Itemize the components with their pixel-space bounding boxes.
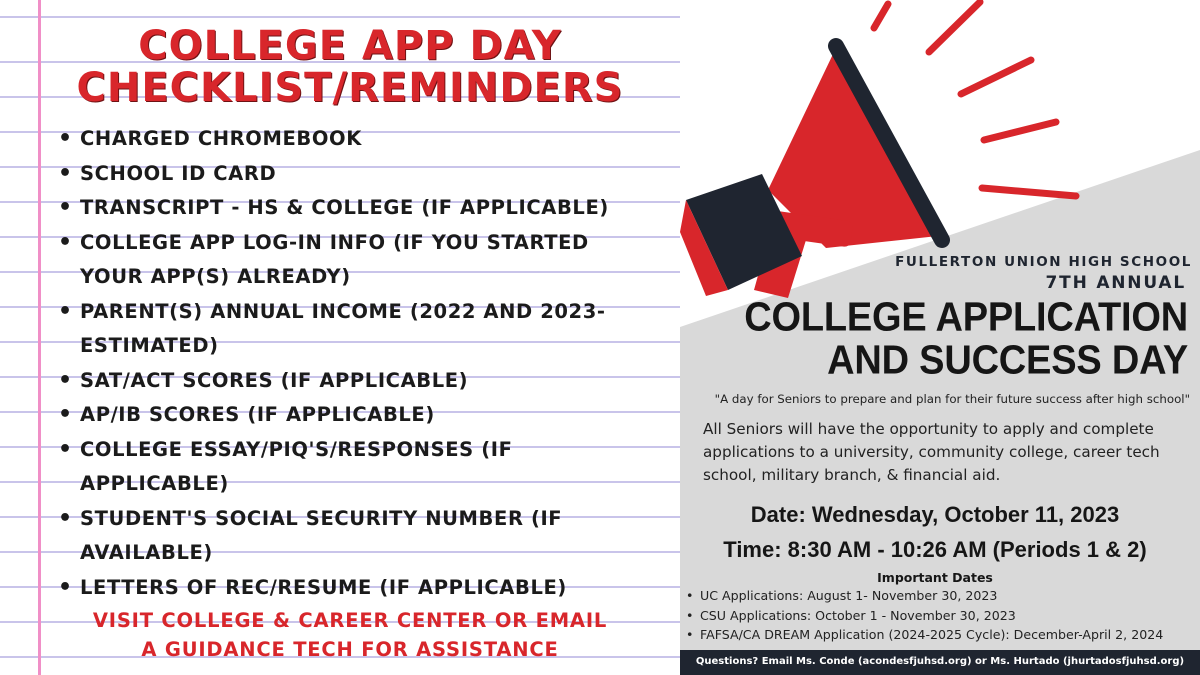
event-description: All Seniors will have the opportunity to apply and complete applications to a university, community college, career tech school, military branch, & financial aid. [703, 420, 1160, 484]
important-date-item: • FAFSA/CA DREAM Application (2024-2025 Cycle): December-April 2, 2024 [686, 625, 1163, 645]
checklist-title-line1: COLLEGE APP DAY [138, 23, 562, 69]
checklist-item: • TRANSCRIPT - HS & COLLEGE (IF APPLICABLE) [58, 191, 658, 226]
checklist-item: • LETTERS OF REC/RESUME (IF APPLICABLE) [58, 571, 658, 606]
checklist-item: • PARENT(S) ANNUAL INCOME (2022 AND 2023- ESTIMATED) [58, 295, 658, 364]
checklist-item: • AP/IB SCORES (IF APPLICABLE) [58, 398, 658, 433]
annual-label: 7TH ANNUAL [1045, 273, 1186, 293]
event-tagline: "A day for Seniors to prepare and plan for their future success after high school" [714, 392, 1190, 406]
event-time: Time: 8:30 AM - 10:26 AM (Periods 1 & 2) [723, 537, 1147, 562]
event-date: Date: Wednesday, October 11, 2023 [750, 502, 1120, 527]
checklist-item: • COLLEGE APP LOG-IN INFO (IF YOU STARTED YOUR APP(S) ALREADY) [58, 226, 658, 295]
important-dates-list [686, 586, 1163, 645]
checklist-title-line2: CHECKLIST/REMINDERS [76, 65, 624, 111]
important-dates-title: Important Dates [877, 570, 993, 585]
event-title-line2: AND SUCCESS DAY [827, 338, 1188, 384]
checklist-item: • CHARGED CHROMEBOOK [58, 122, 658, 157]
checklist-item: • STUDENT'S SOCIAL SECURITY NUMBER (IF AVAILABLE) [58, 502, 658, 571]
event-title-line1: COLLEGE APPLICATION [744, 295, 1188, 341]
checklist-item: • SAT/ACT SCORES (IF APPLICABLE) [58, 364, 658, 399]
important-date-item: • CSU Applications: October 1 - November 30, 2023 [686, 606, 1163, 626]
checklist-item: • SCHOOL ID CARD [58, 157, 658, 192]
school-name: FULLERTON UNION HIGH SCHOOL [895, 254, 1192, 270]
assistance-note-line2: A GUIDANCE TECH FOR ASSISTANCE [141, 638, 559, 661]
important-date-item: • UC Applications: August 1- November 30, 2023 [686, 586, 1163, 606]
contact-bar [680, 650, 1200, 675]
contact-text: Questions? Email Ms. Conde (acondesfjuhsd.org) or Ms. Hurtado (jhurtadosfjuhsd.org) [695, 656, 1185, 667]
checklist-item: • COLLEGE ESSAY/PIQ'S/RESPONSES (IF APPLICABLE) [58, 433, 658, 502]
assistance-note-line1: VISIT COLLEGE & CAREER CENTER OR EMAIL [92, 609, 608, 632]
checklist [58, 122, 658, 605]
